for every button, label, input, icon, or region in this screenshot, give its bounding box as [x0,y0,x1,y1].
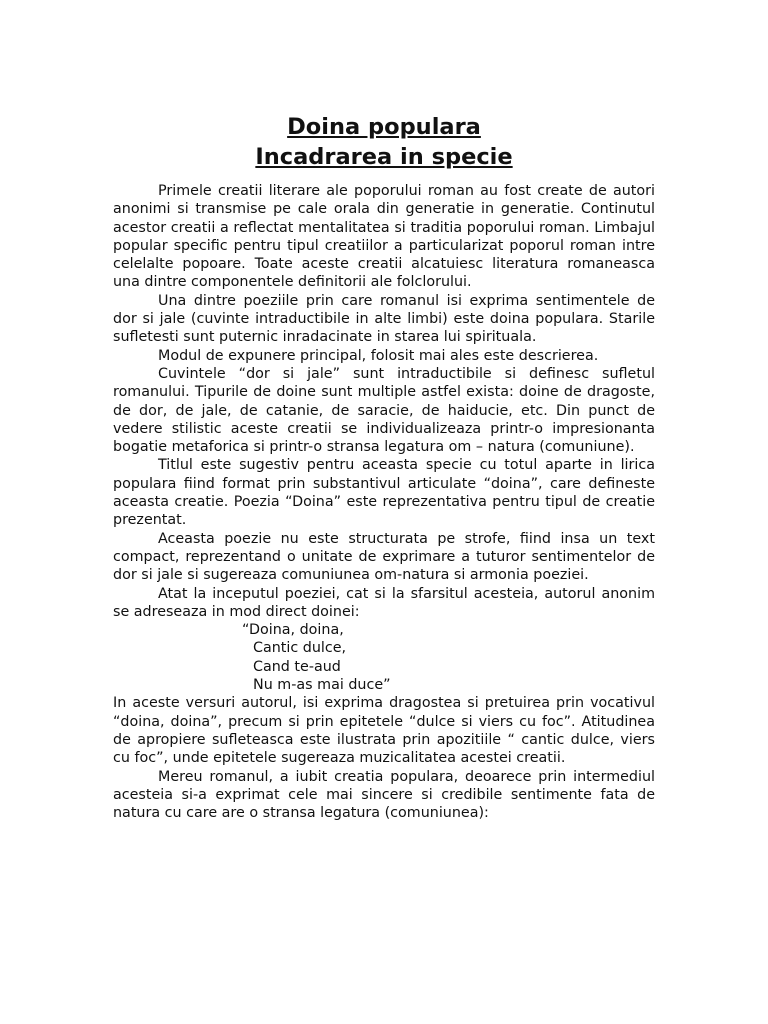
verse-line-1: “Doina, doina, [242,622,344,639]
verse-line-3: Cand te-aud [253,658,341,675]
paragraph-6: Aceasta poezie nu este structurata pe strofe, fiind insa un text compact, reprezentand o unitate de exprimare a tuturor sentimentelor de dor si jale si sugereaza comuniunea om-natura si armonia poeziei. [113,530,655,584]
paragraph-4: Cuvintele “dor si jale” sunt intraductibile si definesc sufletul romanului. Tipurile de doine sunt multiple astfel exista: doine de dragoste, de dor, de jale, de catanie, de saracie, de haiducie, etc. Din punct de vedere stilistic aceste creatii se individualizeaza printr-o impresionanta bogatie metaforica si printr-o stransa legatura om – natura (comuniune). [113,365,655,456]
verse-line-2: Cantic dulce, [253,640,347,657]
paragraph-7: Atat la inceputul poeziei, cat si la sfarsitul acesteia, autorul anonim se adreseaza in mod direct doinei: [113,585,655,620]
verse-line-4: Nu m-as mai duce” [253,677,391,694]
paragraph-9: Mereu romanul, a iubit creatia populara, deoarece prin intermediul acesteia si-a exprimat cele mai sincere si credibile sentimente fata de natura cu care are o stransa legatura (comuniunea): [113,768,655,822]
document-title: Doina populara [287,114,481,140]
paragraph-2: Una dintre poeziile prin care romanul isi exprima sentimentele de dor si jale (cuvinte intraductibile in alte limbi) este doina populara. Starile sufletesti sunt puternic inradacinate in starea lui spirituala. [113,292,655,346]
paragraph-5: Titlul este sugestiv pentru aceasta specie cu totul aparte in lirica populara fiind format prin substantivul articulate “doina”, care defineste aceasta creatie. Poezia “Doina” este reprezentativa pentru tipul de creatie prezentat. [113,457,655,529]
document-page [113,112,655,822]
paragraph-3: Modul de expunere principal, folosit mai ales este descrierea. [158,347,599,364]
document-subtitle: Incadrarea in specie [255,144,513,170]
paragraph-1: Primele creatii literare ale poporului roman au fost create de autori anonimi si transmise pe cale orala din generatie in generatie. Continutul acestor creatii a reflectat mentalitatea si traditia poporului roman. Limbajul popular specific pentru tipul creatiilor a particularizat poporul roman intre celelalte popoare. Toate aceste creatii alcatuiesc literatura romaneasca una dintre componentele definitorii ale folclorului. [113,183,655,291]
paragraph-8: In aceste versuri autorul, isi exprima dragostea si pretuirea prin vocativul “doina, doina”, precum si prin epitetele “dulce si viers cu foc”. Atitudinea de apropiere sufleteasca este ilustrata prin apozitiile “ cantic dulce, viers cu foc”, unde epitetele sugereaza muzicalitatea acestei creatii. [113,695,655,767]
verse-block [113,621,655,694]
